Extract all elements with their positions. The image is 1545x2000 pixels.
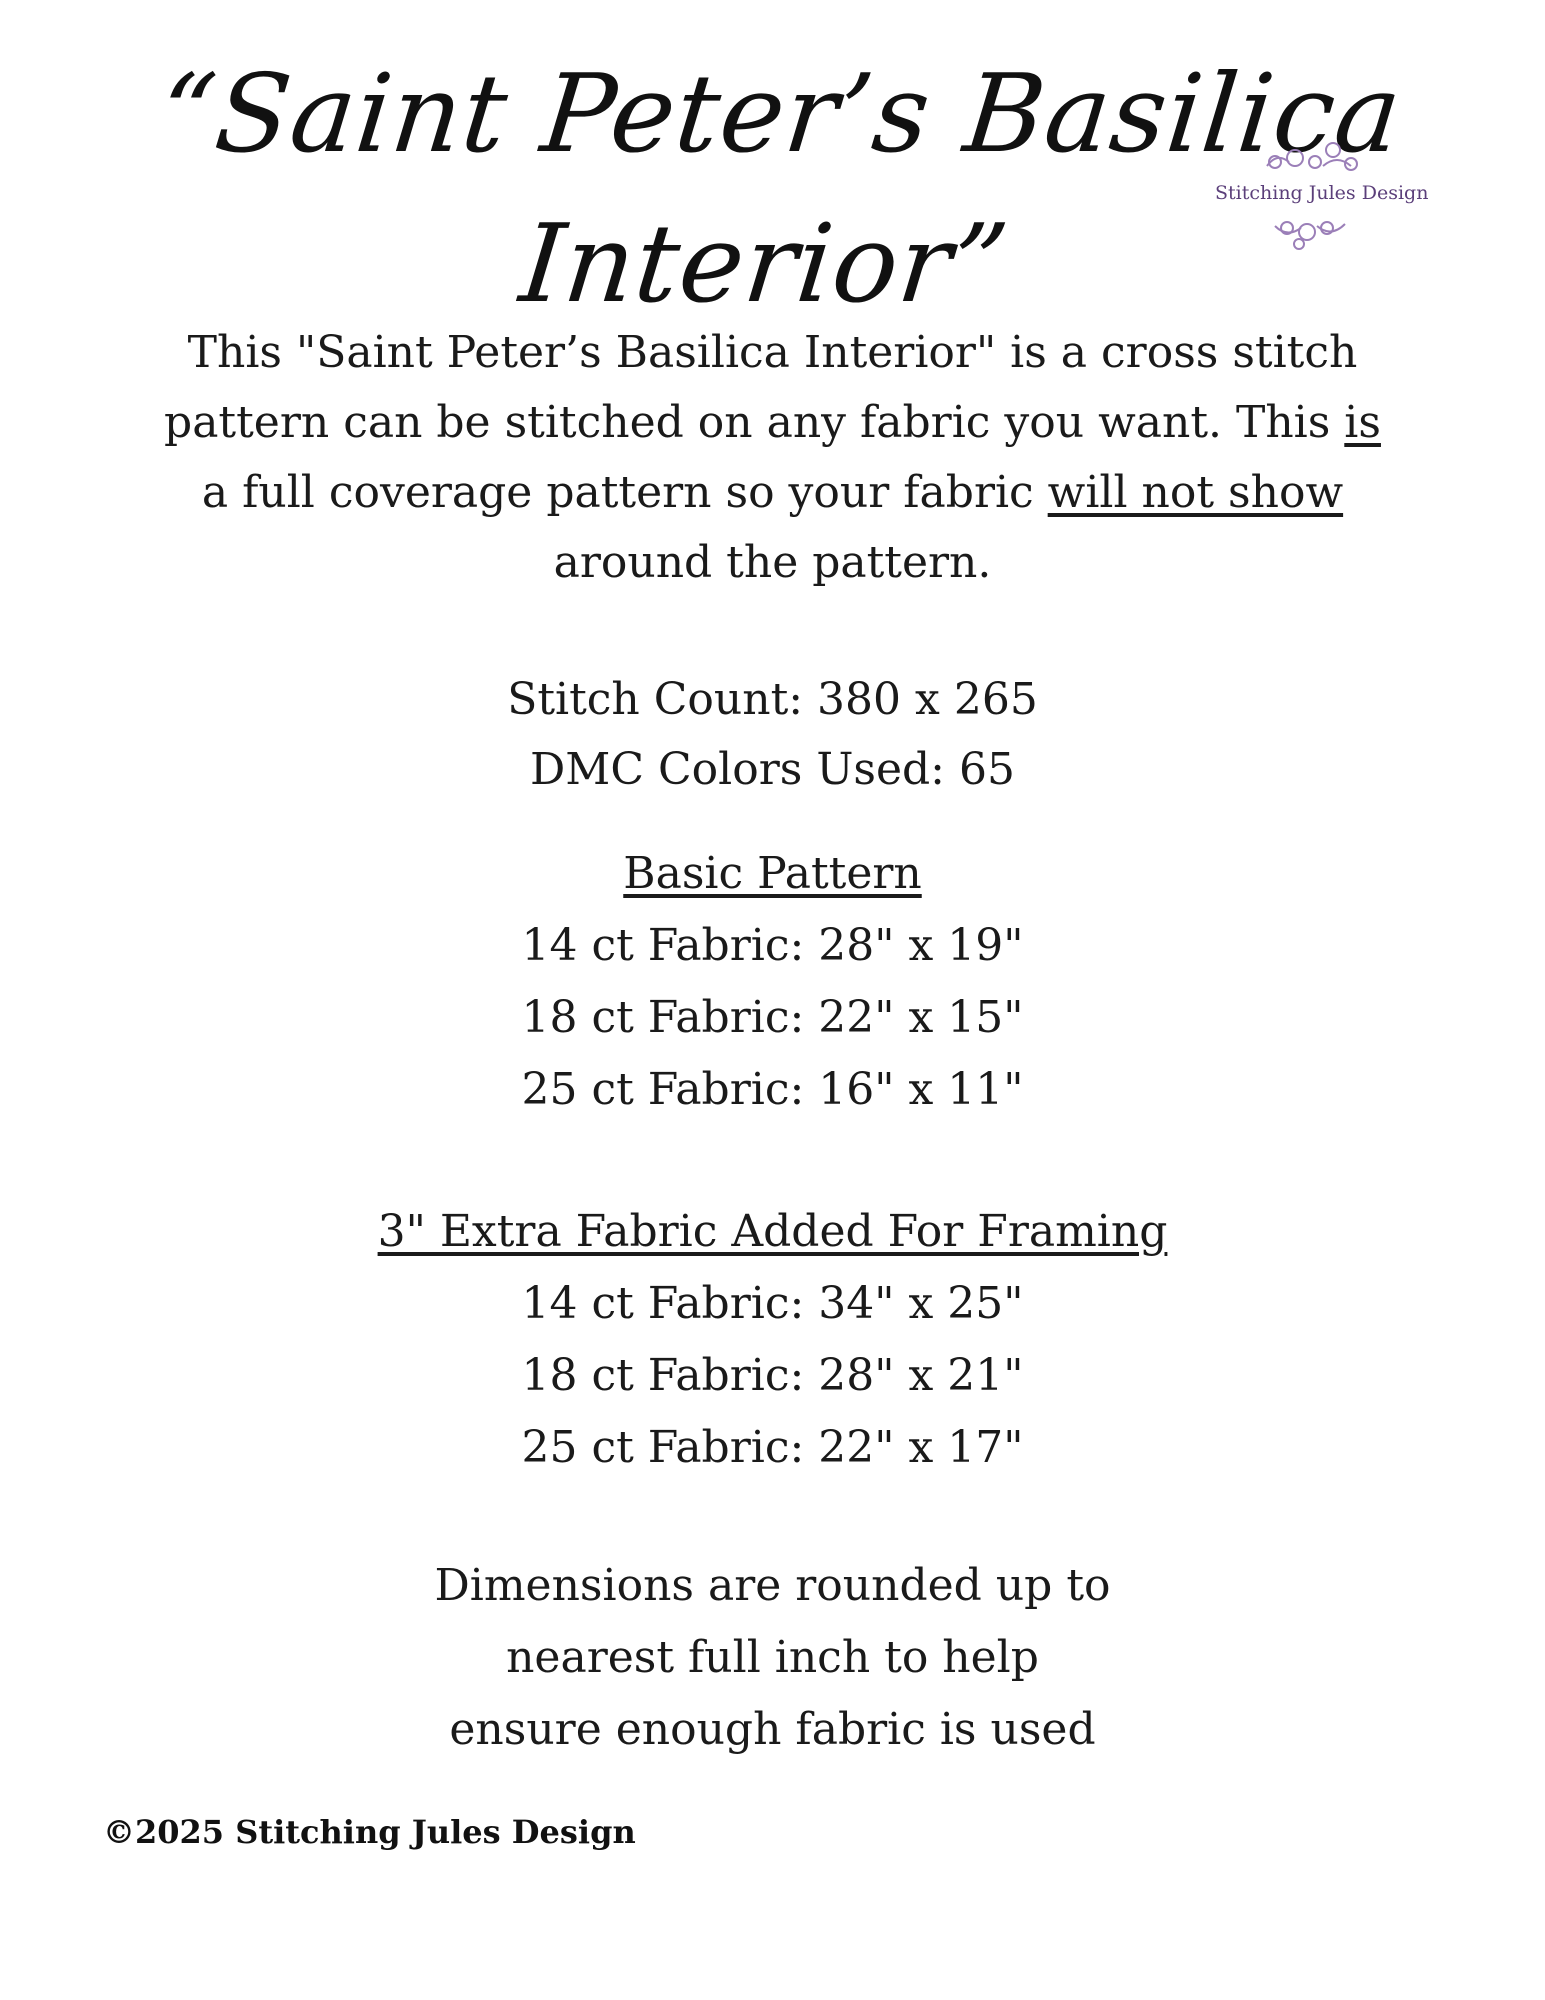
basic-pattern-heading: Basic Pattern <box>623 848 922 899</box>
intro-emphasis-will-not-show: will not show <box>1047 467 1344 518</box>
intro-text-2: a full coverage pattern so your fabric <box>201 467 1048 518</box>
pattern-stats <box>0 665 1545 805</box>
basic-row-18ct: 18 ct Fabric: 22" x 15" <box>521 992 1024 1043</box>
stitch-count: Stitch Count: 380 x 265 <box>507 674 1038 725</box>
extra-fabric-heading: 3" Extra Fabric Added For Framing <box>377 1206 1168 1257</box>
extra-row-25ct: 25 ct Fabric: 22" x 17" <box>521 1422 1024 1473</box>
colors-used: DMC Colors Used: 65 <box>530 744 1015 795</box>
rounding-note <box>0 1550 1545 1766</box>
intro-text-1: This "Saint Peter’s Basilica Interior" is a cross stitch pattern can be stitched on any fabric you want. This <box>164 327 1358 448</box>
note-line-1: Dimensions are rounded up to <box>434 1560 1111 1611</box>
extra-fabric-section <box>0 1196 1545 1484</box>
basic-pattern-section <box>0 838 1545 1126</box>
brand-logo <box>1215 136 1429 256</box>
note-line-2: nearest full inch to help <box>506 1632 1039 1683</box>
extra-row-14ct: 14 ct Fabric: 34" x 25" <box>521 1278 1024 1329</box>
note-line-3: ensure enough fabric is used <box>449 1704 1096 1755</box>
basic-row-25ct: 25 ct Fabric: 16" x 11" <box>521 1064 1024 1115</box>
page-title: “Saint Peter’s Basilica Interior” <box>153 52 1408 327</box>
logo-text: Stitching Jules Design <box>1215 182 1429 204</box>
copyright-notice: ©2025 Stitching Jules Design <box>103 1813 636 1851</box>
intro-paragraph <box>150 318 1395 598</box>
basic-row-14ct: 14 ct Fabric: 28" x 19" <box>521 920 1024 971</box>
intro-text-3: around the pattern. <box>553 537 992 588</box>
extra-row-18ct: 18 ct Fabric: 28" x 21" <box>521 1350 1024 1401</box>
intro-emphasis-is: is <box>1344 397 1381 448</box>
